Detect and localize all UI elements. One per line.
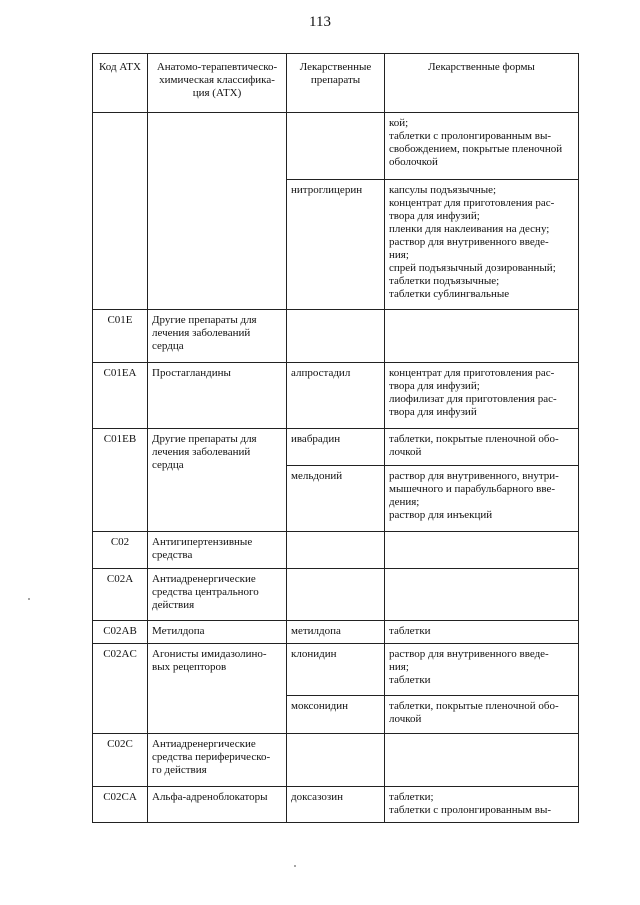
drug-cell: мельдоний xyxy=(287,466,385,532)
atx-code-cell: C02AC xyxy=(93,644,148,734)
atx-class-cell: Антиадренергические средства периферическо- го действия xyxy=(148,734,287,787)
table-row xyxy=(93,310,579,363)
atx-class-cell xyxy=(148,113,287,310)
table-row xyxy=(93,363,579,429)
drug-cell: метилдопа xyxy=(287,621,385,644)
forms-cell: концентрат для приготовления рас- твора для инфузий; лиофилизат для приготовления рас- твора для инфузий xyxy=(385,363,579,429)
table-row xyxy=(93,621,579,644)
table-row xyxy=(93,113,579,180)
atx-code-cell: C02A xyxy=(93,569,148,621)
header-atx-code: Код АТХ xyxy=(93,54,148,113)
forms-cell: капсулы подъязычные; концентрат для приготовления рас- твора для инфузий; пленки для наклеивания на десну; раствор для внутривенного введе- ния; спрей подъязычный дозированный; таблетки подъязычные; таблетки сублингвальные xyxy=(385,180,579,310)
forms-cell: таблетки xyxy=(385,621,579,644)
table-row xyxy=(93,569,579,621)
drug-cell xyxy=(287,532,385,569)
atx-class-cell: Другие препараты для лечения заболеваний сердца xyxy=(148,310,287,363)
atx-code-cell: C02CA xyxy=(93,787,148,823)
table-row xyxy=(93,644,579,696)
scan-speck xyxy=(28,598,30,600)
atx-class-cell: Метилдопа xyxy=(148,621,287,644)
atx-class-cell: Альфа-адреноблокаторы xyxy=(148,787,287,823)
drug-cell: моксонидин xyxy=(287,696,385,734)
drug-cell: ивабрадин xyxy=(287,429,385,466)
forms-cell: кой; таблетки с пролонгированным вы- свобождением, покрытые пленочной оболочкой xyxy=(385,113,579,180)
table-row xyxy=(93,532,579,569)
forms-cell xyxy=(385,734,579,787)
drug-cell xyxy=(287,569,385,621)
atx-code-cell: C02AB xyxy=(93,621,148,644)
drug-cell: доксазозин xyxy=(287,787,385,823)
table-header-row xyxy=(93,54,579,113)
atx-code-cell: C01EB xyxy=(93,429,148,532)
atx-class-cell: Простагландины xyxy=(148,363,287,429)
atx-code-cell: C02 xyxy=(93,532,148,569)
atx-code-cell: C02C xyxy=(93,734,148,787)
forms-cell: раствор для внутривенного, внутри- мышечного и парабульбарного вве- дения; раствор для инъекций xyxy=(385,466,579,532)
page-number: 113 xyxy=(309,14,331,30)
atx-class-cell: Антиадренергические средства центрального действия xyxy=(148,569,287,621)
header-drugs: Лекарственные препараты xyxy=(287,54,385,113)
forms-cell: раствор для внутривенного введе- ния; таблетки xyxy=(385,644,579,696)
header-dosage-forms: Лекарственные формы xyxy=(385,54,579,113)
table-row xyxy=(93,429,579,466)
forms-cell xyxy=(385,310,579,363)
forms-cell xyxy=(385,532,579,569)
forms-cell: таблетки, покрытые пленочной обо- лочкой xyxy=(385,429,579,466)
drug-cell: нитроглицерин xyxy=(287,180,385,310)
atx-class-cell: Антигипертензивные средства xyxy=(148,532,287,569)
drug-cell: алпростадил xyxy=(287,363,385,429)
forms-cell: таблетки, покрытые пленочной обо- лочкой xyxy=(385,696,579,734)
header-atx-classification: Анатомо-терапевтическо- химическая классифика- ция (АТХ) xyxy=(148,54,287,113)
atx-code-cell: C01EA xyxy=(93,363,148,429)
drug-cell xyxy=(287,113,385,180)
atx-class-cell: Другие препараты для лечения заболеваний сердца xyxy=(148,429,287,532)
scan-speck xyxy=(294,865,296,867)
forms-cell: таблетки; таблетки с пролонгированным вы- xyxy=(385,787,579,823)
atx-table xyxy=(92,53,579,823)
drug-cell: клонидин xyxy=(287,644,385,696)
atx-code-cell xyxy=(93,113,148,310)
table-row xyxy=(93,787,579,823)
drug-cell xyxy=(287,310,385,363)
atx-code-cell: C01E xyxy=(93,310,148,363)
atx-class-cell: Агонисты имидазолино- вых рецепторов xyxy=(148,644,287,734)
table-row xyxy=(93,734,579,787)
drug-cell xyxy=(287,734,385,787)
forms-cell xyxy=(385,569,579,621)
